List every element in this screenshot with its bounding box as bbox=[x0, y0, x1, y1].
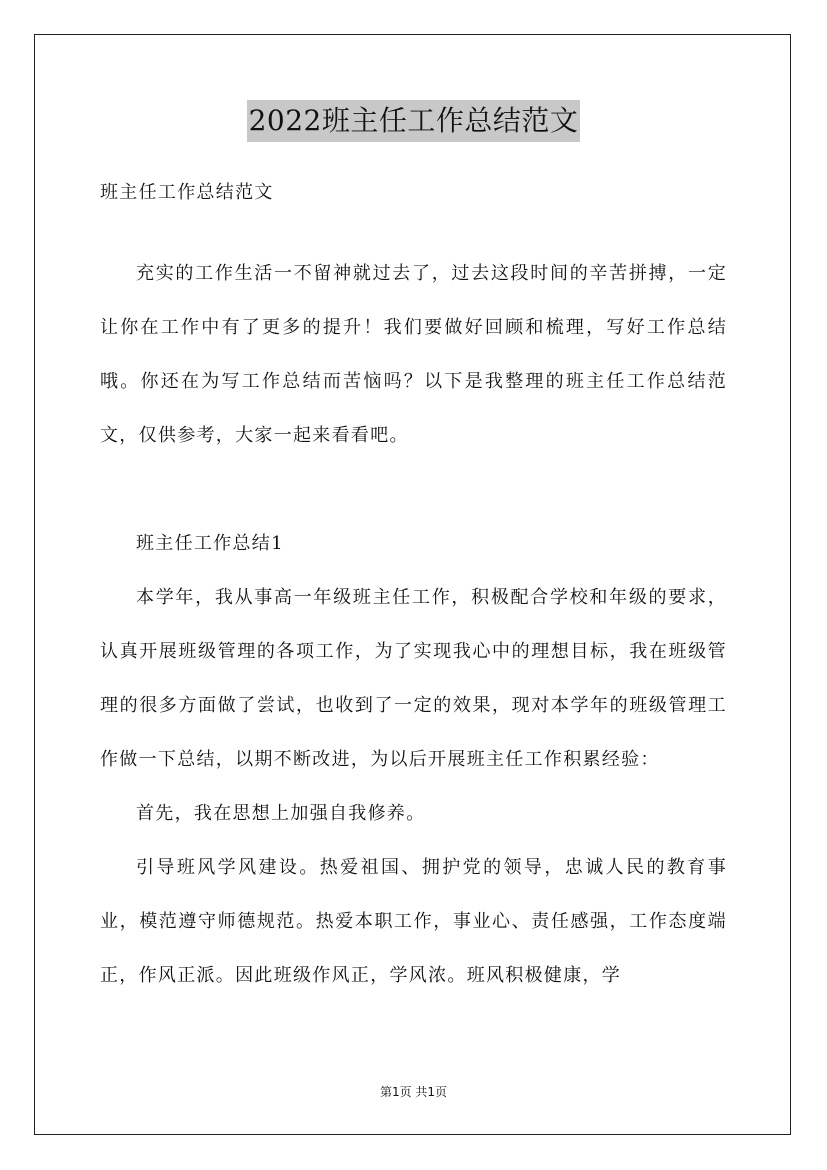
body-paragraph-1: 本学年，我从事高一年级班主任工作，积极配合学校和年级的要求，认真开展班级管理的各项工作，为了实现我心中的理想目标，我在班级管理的很多方面做了尝试，也收到了一定的效果，现对本学年的班级管理工作做一下总结，以期不断改进，为以后开展班主任工作积累经验： bbox=[100, 587, 727, 770]
document-title: 2022班主任工作总结范文 bbox=[247, 100, 581, 142]
intro-paragraph: 充实的工作生活一不留神就过去了，过去这段时间的辛苦拼搏，一定让你在工作中有了更多的提升！我们要做好回顾和梳理，写好工作总结哦。你还在为写工作总结而苦恼吗？以下是我整理的班主任工作总结范文，仅供参考，大家一起来看看吧。 bbox=[100, 263, 727, 446]
body-paragraph-3: 引导班风学风建设。热爱祖国、拥护党的领导，忠诚人民的教育事业，模范遵守师德规范。热爱本职工作，事业心、责任感强，工作态度端正，作风正派。因此班级作风正，学风浓。班风积极健康，学 bbox=[100, 857, 727, 986]
section-heading: 班主任工作总结1 bbox=[136, 533, 284, 554]
page-footer: 第1页 共1页 bbox=[379, 1085, 448, 1099]
spacer bbox=[100, 211, 727, 247]
document-body bbox=[100, 175, 727, 1003]
body-paragraph-2: 首先，我在思想上加强自我修养。 bbox=[136, 803, 426, 824]
spacer bbox=[100, 463, 727, 517]
document-subtitle: 班主任工作总结范文 bbox=[100, 182, 274, 203]
title-container bbox=[0, 100, 827, 142]
